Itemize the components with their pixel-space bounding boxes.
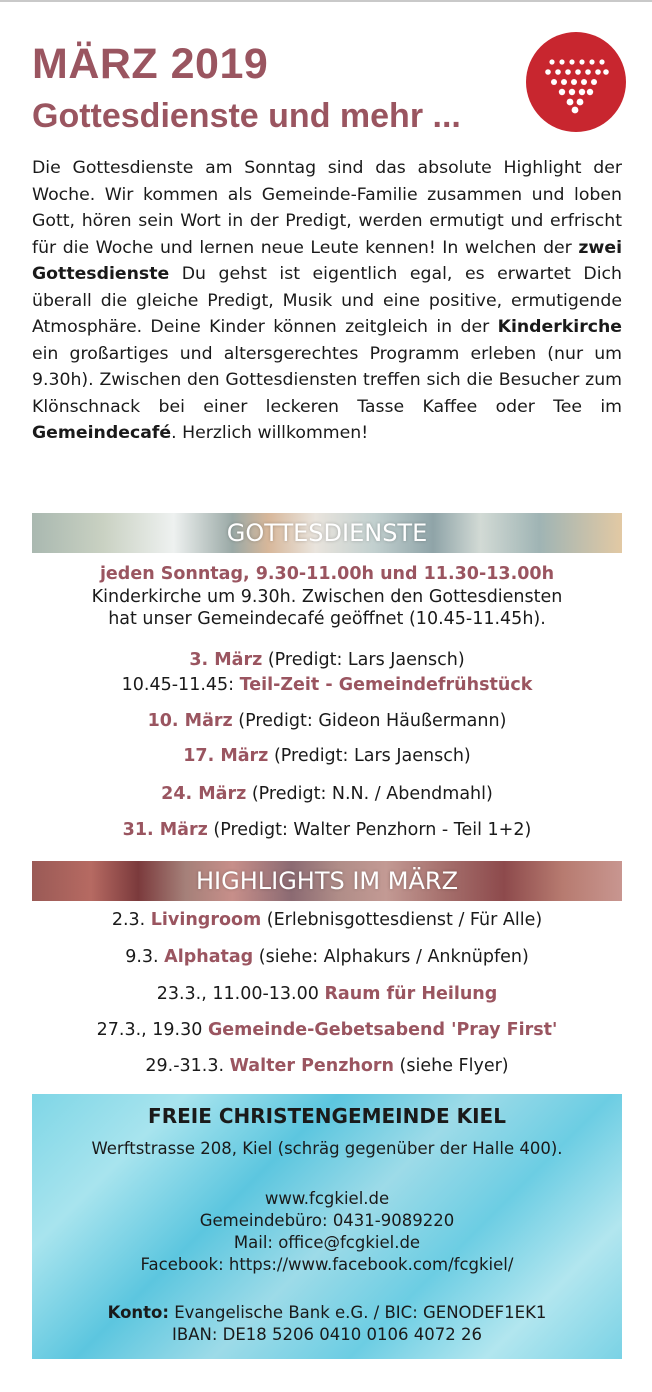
service-date: 10. März — [147, 711, 233, 731]
highlight-date: 2.3. — [111, 910, 151, 930]
highlight-name: Raum für Heilung — [324, 984, 498, 1004]
fcg-logo-icon — [524, 30, 628, 134]
konto-label: Konto: — [107, 1303, 169, 1322]
intro-text-4: . Herzlich willkommen! — [171, 423, 369, 443]
logo-dot — [585, 69, 591, 75]
logo-dot — [551, 79, 557, 85]
service-detail: (Predigt: N.N. / Abendmahl) — [246, 784, 493, 804]
info-line-2: hat unser Gemeindecafé geöffnet (10.45-11.45h). — [108, 609, 546, 629]
logo-dot — [599, 59, 604, 64]
gottesdienste-banner — [32, 513, 622, 553]
address: Werftstrasse 208, Kiel (schräg gegenüber der Halle 400). — [91, 1139, 563, 1158]
list-item — [32, 709, 622, 733]
list-item — [32, 908, 622, 932]
highlight-name: Walter Penzhorn — [229, 1056, 394, 1076]
intro-bold-zwei-gottesdienste: zwei Gottesdienste — [32, 237, 622, 284]
highlight-date: 29.-31.3. — [145, 1056, 230, 1076]
page-subtitle: Gottesdienste und mehr ... — [32, 97, 461, 135]
gottesdienste-info — [32, 563, 622, 631]
contact-box — [32, 1094, 622, 1359]
logo-dot — [579, 89, 585, 95]
konto-value: Evangelische Bank e.G. / BIC: GENODEF1EK1 — [169, 1303, 547, 1322]
service-detail: (Predigt: Gideon Häußermann) — [232, 711, 507, 731]
iban: IBAN: DE18 5206 0410 0106 4072 26 — [172, 1325, 482, 1344]
logo-dot — [595, 69, 601, 75]
highlight-date: 23.3., 11.00-13.00 — [156, 984, 325, 1004]
highlight-date: 27.3., 19.30 — [96, 1020, 208, 1040]
logo-dot — [579, 59, 584, 64]
list-item — [32, 782, 622, 806]
logo-dot — [559, 89, 565, 95]
intro-text-2: Du gehst ist eigentlich egal, es erwartet Dich überall die gleiche Predigt, Musik und eine positive, ermutigende Atmosphäre. Deine Kinder können zeitgleich in der — [32, 264, 622, 337]
list-item — [32, 818, 622, 842]
logo-dot — [549, 59, 554, 64]
highlight-name: Alphatag — [164, 947, 254, 967]
service-detail: (Predigt: Lars Jaensch) — [268, 746, 471, 766]
intro-text-3: ein großartiges und altersgerechtes Programm erleben (nur um 9.30h). Zwischen den Gottesdiensten treffen sich die Besucher zum Klönschnack bei einer leckeren Tasse Kaffee oder Tee im — [32, 343, 622, 417]
logo-dot — [571, 79, 577, 85]
intro-paragraph — [32, 155, 622, 447]
extra-event: Teil-Zeit - Gemeindefrühstück — [239, 675, 533, 695]
intro-bold-kinderkirche: Kinderkirche — [497, 317, 622, 337]
logo-dot — [577, 99, 584, 106]
office-phone: Gemeindebüro: 0431-9089220 — [199, 1211, 455, 1230]
logo-dot — [575, 69, 581, 75]
service-date: 3. März — [189, 650, 263, 670]
intro-bold-gemeindecafe: Gemeindecafé — [32, 423, 172, 443]
highlights-heading: HIGHLIGHTS IM MÄRZ — [195, 867, 459, 895]
bank-account — [32, 1302, 622, 1324]
service-date: 17. März — [183, 746, 269, 766]
service-detail: (Predigt: Walter Penzhorn - Teil 1+2) — [207, 820, 532, 840]
gottesdienste-heading: GOTTESDIENSTE — [226, 519, 428, 547]
logo-dot — [555, 69, 561, 75]
service-date: 24. März — [161, 784, 247, 804]
email-link[interactable]: Mail: office@fcgkiel.de — [233, 1233, 421, 1252]
logo-dot — [569, 89, 575, 95]
extra-time: 10.45-11.45: — [121, 675, 240, 695]
list-item — [32, 673, 622, 697]
page-title: MÄRZ 2019 — [32, 40, 269, 88]
logo-dot — [591, 79, 597, 85]
highlight-note: (siehe Flyer) — [393, 1056, 509, 1076]
schedule-line: jeden Sonntag, 9.30-11.00h und 11.30-13.00h — [99, 564, 555, 584]
list-item — [32, 1018, 622, 1042]
logo-dot — [603, 69, 609, 75]
logo-dot — [545, 69, 551, 75]
logo-dot — [559, 59, 564, 64]
highlights-banner — [32, 861, 622, 901]
list-item — [32, 982, 622, 1006]
highlight-date: 9.3. — [125, 947, 165, 967]
service-detail: (Predigt: Lars Jaensch) — [262, 650, 465, 670]
highlight-note: (siehe: Alphakurs / Anknüpfen) — [253, 947, 529, 967]
logo-dot — [569, 59, 574, 64]
logo-dot — [561, 79, 567, 85]
list-item — [32, 744, 622, 768]
logo-dot — [581, 79, 587, 85]
intro-text-1: Die Gottesdienste am Sonntag sind das absolute Highlight der Woche. Wir kommen als Gemeinde-Familie zusammen und loben Gott, hören sein Wort in der Predigt, werden ermutigt und erfrischt für die Woche und lernen neue Leute kennen! In welchen der — [32, 158, 622, 258]
highlight-name: Livingroom — [150, 910, 262, 930]
church-name: FREIE CHRISTENGEMEINDE KIEL — [148, 1104, 506, 1128]
logo-dot — [587, 89, 593, 95]
logo-dot — [565, 69, 571, 75]
logo-dot — [589, 59, 594, 64]
list-item — [32, 1054, 622, 1078]
facebook-link[interactable]: Facebook: https://www.facebook.com/fcgkiel/ — [140, 1255, 514, 1274]
highlight-name: Gemeinde-Gebetsabend 'Pray First' — [207, 1020, 558, 1040]
top-divider — [0, 0, 652, 2]
highlight-note: (Erlebnisgottesdienst / Für Alle) — [261, 910, 543, 930]
list-item — [32, 945, 622, 969]
website-link[interactable]: www.fcgkiel.de — [264, 1189, 390, 1208]
service-date: 31. März — [122, 820, 208, 840]
list-item — [32, 648, 622, 672]
logo-dot — [567, 99, 574, 106]
info-line-1: Kinderkirche um 9.30h. Zwischen den Gottesdiensten — [91, 586, 563, 607]
logo-dot — [572, 107, 579, 114]
